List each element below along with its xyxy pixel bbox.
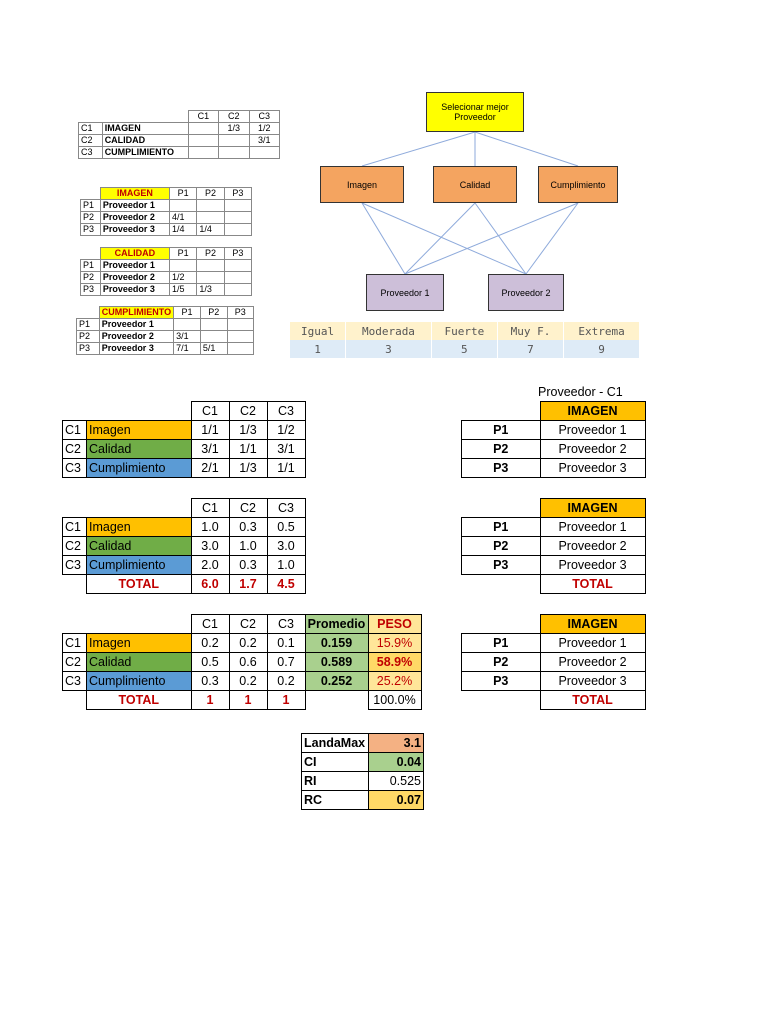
col-header: C3 (249, 111, 279, 123)
col-header: P1 (169, 248, 196, 260)
cell[interactable]: 0.2 (229, 634, 267, 653)
peso-total: 100.0% (368, 691, 421, 710)
row-label: Proveedor 3 (100, 224, 169, 236)
row-code: P1 (462, 518, 541, 537)
row-label: Imagen (87, 518, 192, 537)
row-code: C1 (79, 123, 103, 135)
peso-header: PESO (368, 615, 421, 634)
cell: 3/1 (249, 135, 279, 147)
row-code: P3 (462, 556, 541, 575)
row-label: CUMPLIMIENTO (102, 147, 188, 159)
total-cell: 1 (267, 691, 305, 710)
row-code: P2 (81, 272, 101, 284)
row-label: Proveedor 3 (540, 672, 645, 691)
cell[interactable]: 1.0 (267, 556, 305, 575)
row-code: P2 (462, 653, 541, 672)
row-label: Proveedor 2 (100, 212, 169, 224)
col-header: C3 (267, 499, 305, 518)
row-code: C2 (63, 653, 87, 672)
total-cell: 1 (191, 691, 229, 710)
cell[interactable]: 0.5 (267, 518, 305, 537)
block-total: TOTAL (540, 691, 645, 710)
row-code: C3 (63, 556, 87, 575)
consistency-value[interactable]: 0.525 (369, 772, 424, 791)
row-label: Imagen (87, 634, 192, 653)
consistency-value[interactable]: 0.04 (369, 753, 424, 772)
cell[interactable]: 2.0 (191, 556, 229, 575)
row-code: C1 (63, 634, 87, 653)
row-label: Proveedor 1 (100, 200, 169, 212)
cell[interactable]: 0.3 (191, 672, 229, 691)
block-total: TOTAL (540, 575, 645, 594)
row-code: P3 (81, 284, 101, 296)
cell[interactable]: 3.0 (267, 537, 305, 556)
mini-title: CALIDAD (100, 248, 169, 260)
consistency-label: RC (302, 791, 369, 810)
cell[interactable]: 1/1 (267, 459, 305, 478)
cell[interactable]: 3/1 (191, 440, 229, 459)
cell[interactable]: 2/1 (191, 459, 229, 478)
consistency-value[interactable]: 0.07 (369, 791, 424, 810)
col-header: P2 (200, 307, 227, 319)
row-code: P3 (462, 672, 541, 691)
peso-cell[interactable]: 58.9% (368, 653, 421, 672)
cell[interactable]: 1/3 (229, 459, 267, 478)
row-label: Calidad (87, 440, 192, 459)
cell: 1/4 (197, 224, 224, 236)
row-label: Proveedor 2 (540, 653, 645, 672)
col-header: C1 (191, 499, 229, 518)
scale-value: 9 (564, 340, 640, 358)
row-code: C3 (63, 672, 87, 691)
cell: 1/2 (169, 272, 196, 284)
cell[interactable]: 1.0 (191, 518, 229, 537)
row-label: Proveedor 2 (100, 272, 169, 284)
col-header: C2 (229, 402, 267, 421)
row-label: Proveedor 1 (99, 319, 173, 331)
cell[interactable]: 1/2 (267, 421, 305, 440)
row-code: C3 (79, 147, 103, 159)
col-header: C2 (229, 615, 267, 634)
row-label: Proveedor 1 (540, 518, 645, 537)
proveedor-block-1 (461, 401, 646, 478)
row-label: Cumplimiento (87, 672, 192, 691)
col-header: P3 (227, 307, 253, 319)
cell[interactable]: 0.1 (267, 634, 305, 653)
cell[interactable]: 1/3 (229, 421, 267, 440)
promedio-cell[interactable]: 0.589 (305, 653, 368, 672)
cell: 1/3 (219, 123, 249, 135)
block-header: IMAGEN (540, 615, 645, 634)
block-header: IMAGEN (540, 499, 645, 518)
mini-title: CUMPLIMIENTO (99, 307, 173, 319)
row-code: P2 (81, 212, 101, 224)
cell (227, 343, 253, 355)
total-cell: 1.7 (229, 575, 267, 594)
total-cell: 6.0 (191, 575, 229, 594)
cell (227, 331, 253, 343)
col-header: C1 (191, 615, 229, 634)
row-label: Proveedor 3 (540, 556, 645, 575)
row-label: IMAGEN (102, 123, 188, 135)
cell[interactable]: 0.2 (267, 672, 305, 691)
row-code: C3 (63, 459, 87, 478)
row-label: Proveedor 3 (540, 459, 645, 478)
col-header: C1 (191, 402, 229, 421)
peso-cell[interactable]: 15.9% (368, 634, 421, 653)
block-header: IMAGEN (540, 402, 645, 421)
row-code: P1 (462, 421, 541, 440)
row-label: Proveedor 3 (100, 284, 169, 296)
col-header: C3 (267, 615, 305, 634)
row-code: P3 (462, 459, 541, 478)
alternative-label: Proveedor 1 (380, 287, 430, 298)
criterion-label: Cumplimiento (550, 179, 606, 190)
goal-node (426, 92, 524, 132)
col-header: C1 (188, 111, 218, 123)
cell: 1/5 (169, 284, 196, 296)
row-code: P1 (81, 200, 101, 212)
row-code: P2 (77, 331, 100, 343)
row-code: P1 (462, 634, 541, 653)
row-code: P3 (81, 224, 101, 236)
row-label: Cumplimiento (87, 556, 192, 575)
cell[interactable]: 1.0 (229, 537, 267, 556)
hierarchy-connectors (0, 0, 768, 320)
cell[interactable]: 1/1 (191, 421, 229, 440)
peso-cell[interactable]: 25.2% (368, 672, 421, 691)
criterion-node-cumplimiento (538, 166, 618, 203)
cell[interactable]: 3/1 (267, 440, 305, 459)
row-label: Calidad (87, 653, 192, 672)
col-header: P1 (169, 188, 196, 200)
scale-value: 1 (290, 340, 346, 358)
row-label: Calidad (87, 537, 192, 556)
promedio-header: Promedio (305, 615, 368, 634)
row-label: Cumplimiento (87, 459, 192, 478)
col-header: C2 (229, 499, 267, 518)
cell: 7/1 (174, 343, 201, 355)
scale-value: 7 (497, 340, 563, 358)
cell (227, 319, 253, 331)
normalized-matrix (62, 614, 422, 710)
criterion-node-imagen (320, 166, 404, 203)
promedio-cell[interactable]: 0.252 (305, 672, 368, 691)
criterion-node-calidad (433, 166, 517, 203)
cell[interactable]: 0.5 (191, 653, 229, 672)
total-cell: 1 (229, 691, 267, 710)
consistency-label: LandaMax (302, 734, 369, 753)
decimal-matrix (62, 498, 306, 594)
cell[interactable]: 0.6 (229, 653, 267, 672)
row-code: C1 (63, 421, 87, 440)
row-code: P1 (77, 319, 100, 331)
cell[interactable]: 3.0 (191, 537, 229, 556)
consistency-label: CI (302, 753, 369, 772)
promedio-cell[interactable]: 0.159 (305, 634, 368, 653)
consistency-value[interactable]: 3.1 (369, 734, 424, 753)
col-header: P2 (197, 248, 224, 260)
row-label: Imagen (87, 421, 192, 440)
goal-label: Selecionar mejor Proveedor (441, 102, 509, 122)
row-label: Proveedor 1 (100, 260, 169, 272)
scale-label: Extrema (564, 322, 640, 340)
total-label: TOTAL (87, 691, 192, 710)
col-header: P1 (174, 307, 201, 319)
row-code: P3 (77, 343, 100, 355)
scale-label: Fuerte (431, 322, 497, 340)
alternative-node-proveedor-2 (488, 274, 564, 311)
criterion-label: Imagen (346, 179, 378, 190)
mini-title: IMAGEN (100, 188, 169, 200)
cell[interactable]: 0.3 (229, 518, 267, 537)
cell: 4/1 (169, 212, 196, 224)
cell (200, 319, 227, 331)
row-code: C2 (63, 440, 87, 459)
scale-label: Igual (290, 322, 346, 340)
scale-label: Muy F. (497, 322, 563, 340)
scale-label: Moderada (346, 322, 432, 340)
cell[interactable]: 0.2 (191, 634, 229, 653)
row-label: Proveedor 3 (99, 343, 173, 355)
row-code: P2 (462, 440, 541, 459)
cell: 1/3 (197, 284, 224, 296)
col-header: C2 (219, 111, 249, 123)
cell[interactable]: 0.3 (229, 556, 267, 575)
proveedor-block-3 (461, 614, 646, 710)
row-label: CALIDAD (102, 135, 188, 147)
cell: 1/4 (169, 224, 196, 236)
criterion-label: Calidad (459, 179, 491, 190)
row-code: C2 (63, 537, 87, 556)
alternative-node-proveedor-1 (366, 274, 444, 311)
total-cell: 4.5 (267, 575, 305, 594)
consistency-label: RI (302, 772, 369, 791)
col-header: P2 (197, 188, 224, 200)
saaty-scale (290, 322, 640, 358)
col-header: P3 (224, 188, 251, 200)
proveedor-block-2 (461, 498, 646, 594)
scale-value: 3 (346, 340, 432, 358)
col-header: P3 (224, 248, 251, 260)
consistency-table (301, 733, 424, 810)
row-code: P2 (462, 537, 541, 556)
row-code: C2 (79, 135, 103, 147)
right-panel-caption: Proveedor - C1 (538, 385, 623, 399)
cell: 5/1 (200, 343, 227, 355)
row-code: C1 (63, 518, 87, 537)
row-code: P1 (81, 260, 101, 272)
cell[interactable]: 0.2 (229, 672, 267, 691)
cell: 1/2 (249, 123, 279, 135)
row-label: Proveedor 1 (540, 421, 645, 440)
alternative-label: Proveedor 2 (501, 287, 551, 298)
pairwise-matrix (62, 401, 306, 478)
cell[interactable]: 0.7 (267, 653, 305, 672)
total-label: TOTAL (87, 575, 192, 594)
cell (174, 319, 201, 331)
cell[interactable]: 1/1 (229, 440, 267, 459)
row-label: Proveedor 2 (99, 331, 173, 343)
col-header: C3 (267, 402, 305, 421)
row-label: Proveedor 2 (540, 537, 645, 556)
cell: 3/1 (174, 331, 201, 343)
cell (200, 331, 227, 343)
row-label: Proveedor 2 (540, 440, 645, 459)
row-label: Proveedor 1 (540, 634, 645, 653)
scale-value: 5 (431, 340, 497, 358)
